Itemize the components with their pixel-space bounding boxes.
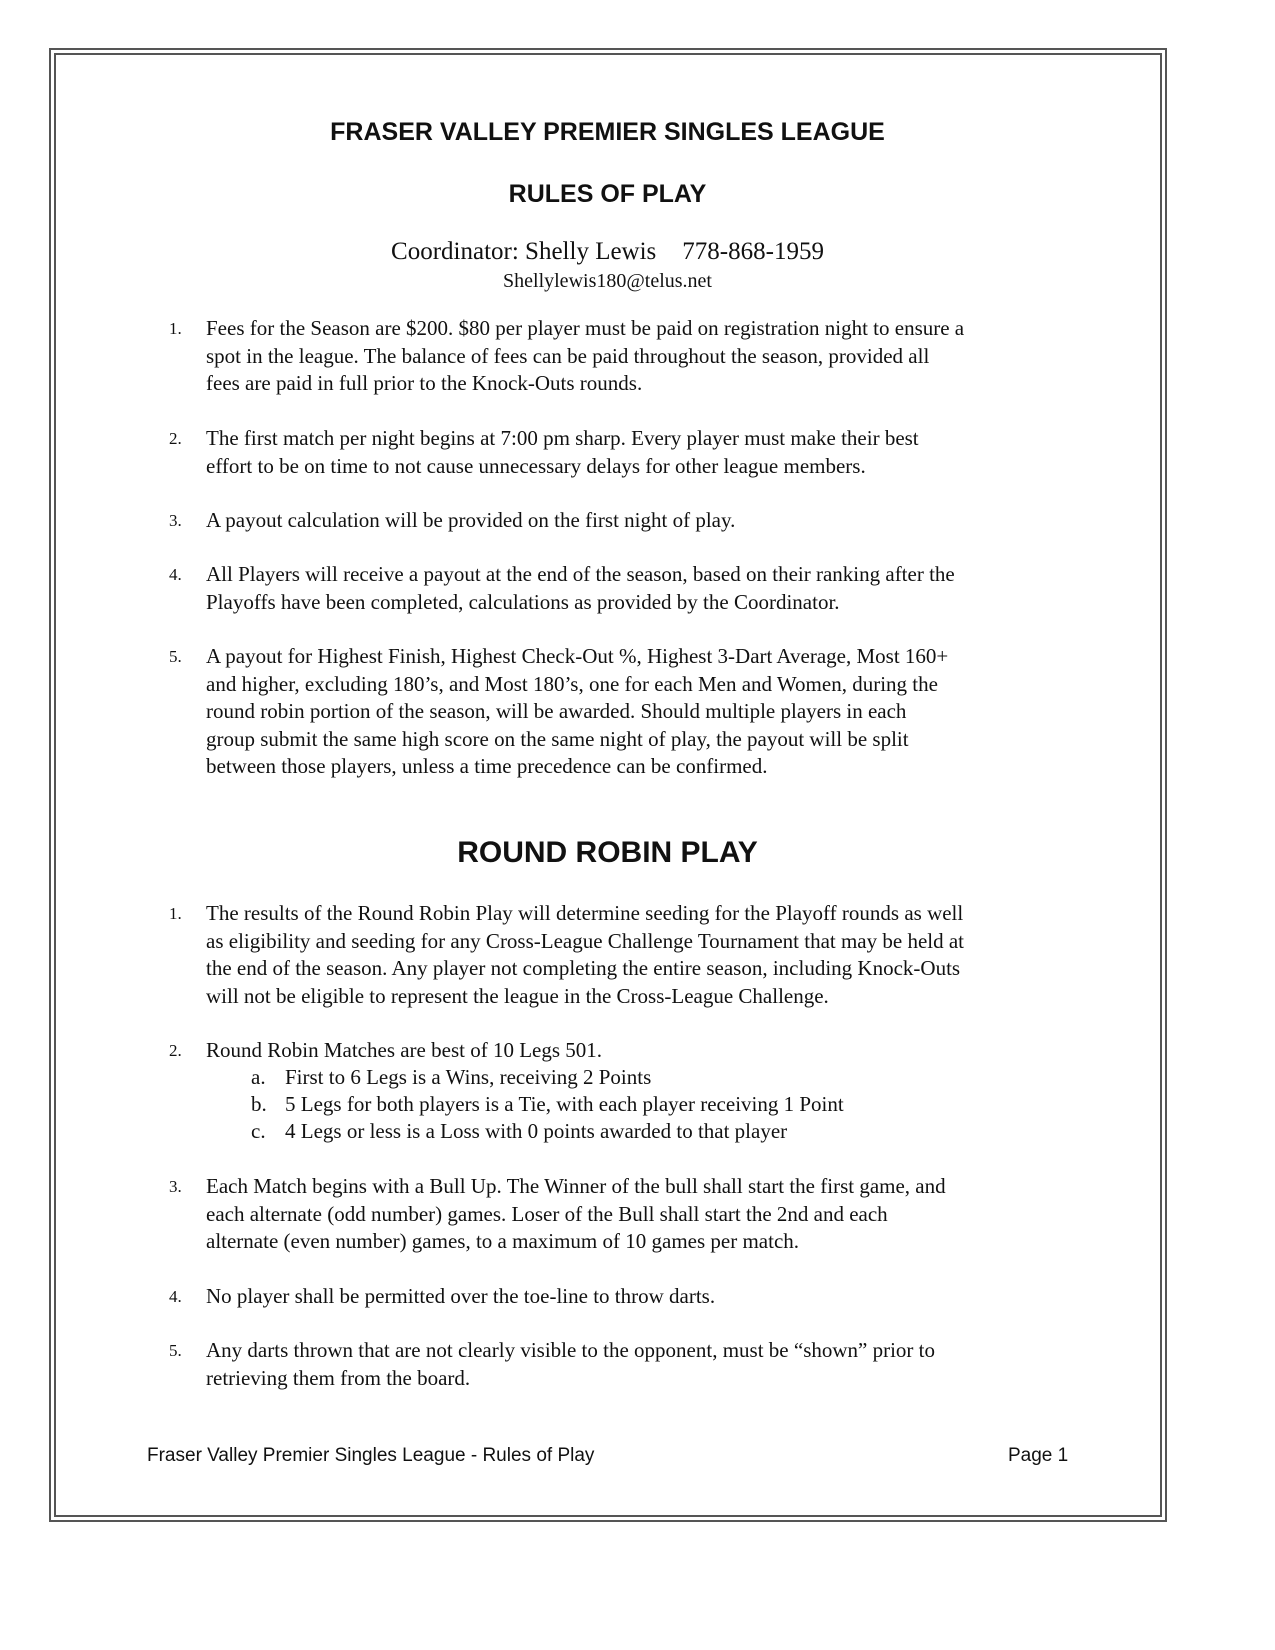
page-number: Page 1 (1008, 1445, 1069, 1466)
rule-line: Fees for the Season are $200. $80 per player must be paid on registration night to ensure a (206, 316, 965, 340)
rule-line: between those players, unless a time precedence can be confirmed. (206, 754, 768, 778)
coordinator-name: Shelly Lewis (525, 238, 657, 265)
rule-line: Round Robin Matches are best of 10 Legs 501. (206, 1038, 603, 1062)
rule-line: All Players will receive a payout at the end of the season, based on their ranking after the (206, 562, 955, 586)
coordinator-phone: 778-868-1959 (682, 238, 824, 265)
rule-line: the end of the season. Any player not completing the entire season, including Knock-Outs (206, 956, 961, 980)
rule-text (206, 643, 1086, 781)
rule-line: will not be eligible to represent the league in the Cross-League Challenge. (206, 983, 829, 1008)
document-subtitle: RULES OF PLAY (508, 180, 707, 208)
rule-number: 5. (169, 1341, 182, 1360)
rule-number: 1. (169, 904, 182, 923)
rule-number: 1. (169, 319, 182, 338)
rule-text (206, 315, 1086, 398)
rule-text (206, 425, 1086, 480)
rule-line: round robin portion of the season, will be awarded. Should multiple players in each (206, 699, 907, 723)
rule-line: alternate (even number) games, to a maximum of 10 games per match. (206, 1229, 800, 1253)
sub-item-text: First to 6 Legs is a Wins, receiving 2 Points (285, 1065, 652, 1089)
rule-text (206, 1173, 1086, 1256)
rule-number: 2. (169, 1041, 182, 1060)
rule-text (206, 561, 1086, 616)
rule-line: Each Match begins with a Bull Up. The Winner of the bull shall start the first game, and (206, 1174, 946, 1198)
rule-text (206, 1037, 1086, 1065)
rule-number: 2. (169, 429, 182, 448)
rule-line: retrieving them from the board. (206, 1365, 471, 1390)
document-title: FRASER VALLEY PREMIER SINGLES LEAGUE (330, 118, 885, 146)
rule-line: as eligibility and seeding for any Cross-League Challenge Tournament that may be held at (206, 928, 965, 953)
rule-line: group submit the same high score on the same night of play, the payout will be split (206, 726, 909, 751)
sub-item-text: 4 Legs or less is a Loss with 0 points awarded to that player (285, 1119, 788, 1143)
rule-text (206, 1283, 1086, 1311)
rule-number: 4. (169, 565, 182, 584)
rule-line: Playoffs have been completed, calculations as provided by the Coordinator. (206, 589, 840, 614)
sub-item-letter: c. (251, 1119, 266, 1143)
rule-text (206, 1337, 1086, 1392)
rule-number: 3. (169, 1177, 182, 1196)
rule-number: 4. (169, 1287, 182, 1306)
rule-number: 5. (169, 647, 182, 666)
rule-line: A payout calculation will be provided on the first night of play. (206, 508, 736, 532)
rule-line: No player shall be permitted over the toe-line to throw darts. (206, 1284, 716, 1308)
rule-line: Any darts thrown that are not clearly visible to the opponent, must be “shown” prior to (206, 1338, 936, 1362)
rule-line: fees are paid in full prior to the Knock-Outs rounds. (206, 371, 643, 395)
rule-line: and higher, excluding 180’s, and Most 180’s, one for each Men and Women, during the (206, 671, 938, 696)
sub-item-letter: a. (251, 1065, 266, 1089)
rule-line: The first match per night begins at 7:00 pm sharp. Every player must make their best (206, 426, 919, 450)
rule-text (206, 507, 1086, 535)
coordinator-line (0, 238, 1215, 266)
rule-line: The results of the Round Robin Play will determine seeding for the Playoff rounds as well (206, 901, 964, 925)
rule-line: each alternate (odd number) games. Loser of the Bull shall start the 2nd and each (206, 1201, 888, 1226)
round-robin-heading: ROUND ROBIN PLAY (457, 836, 758, 869)
rule-line: effort to be on time to not cause unnecessary delays for other league members. (206, 453, 866, 478)
coordinator-label: Coordinator: (391, 238, 519, 265)
rule-line: spot in the league. The balance of fees can be paid throughout the season, provided all (206, 343, 930, 368)
coordinator-email: Shellylewis180@telus.net (503, 270, 712, 292)
rule-line: A payout for Highest Finish, Highest Check-Out %, Highest 3-Dart Average, Most 160+ (206, 644, 949, 668)
sub-item-text: 5 Legs for both players is a Tie, with each player receiving 1 Point (285, 1092, 844, 1116)
rule-text (206, 900, 1086, 1010)
sub-item-letter: b. (251, 1092, 267, 1116)
rule-number: 3. (169, 511, 182, 530)
footer-title: Fraser Valley Premier Singles League - Rules of Play (147, 1445, 595, 1466)
